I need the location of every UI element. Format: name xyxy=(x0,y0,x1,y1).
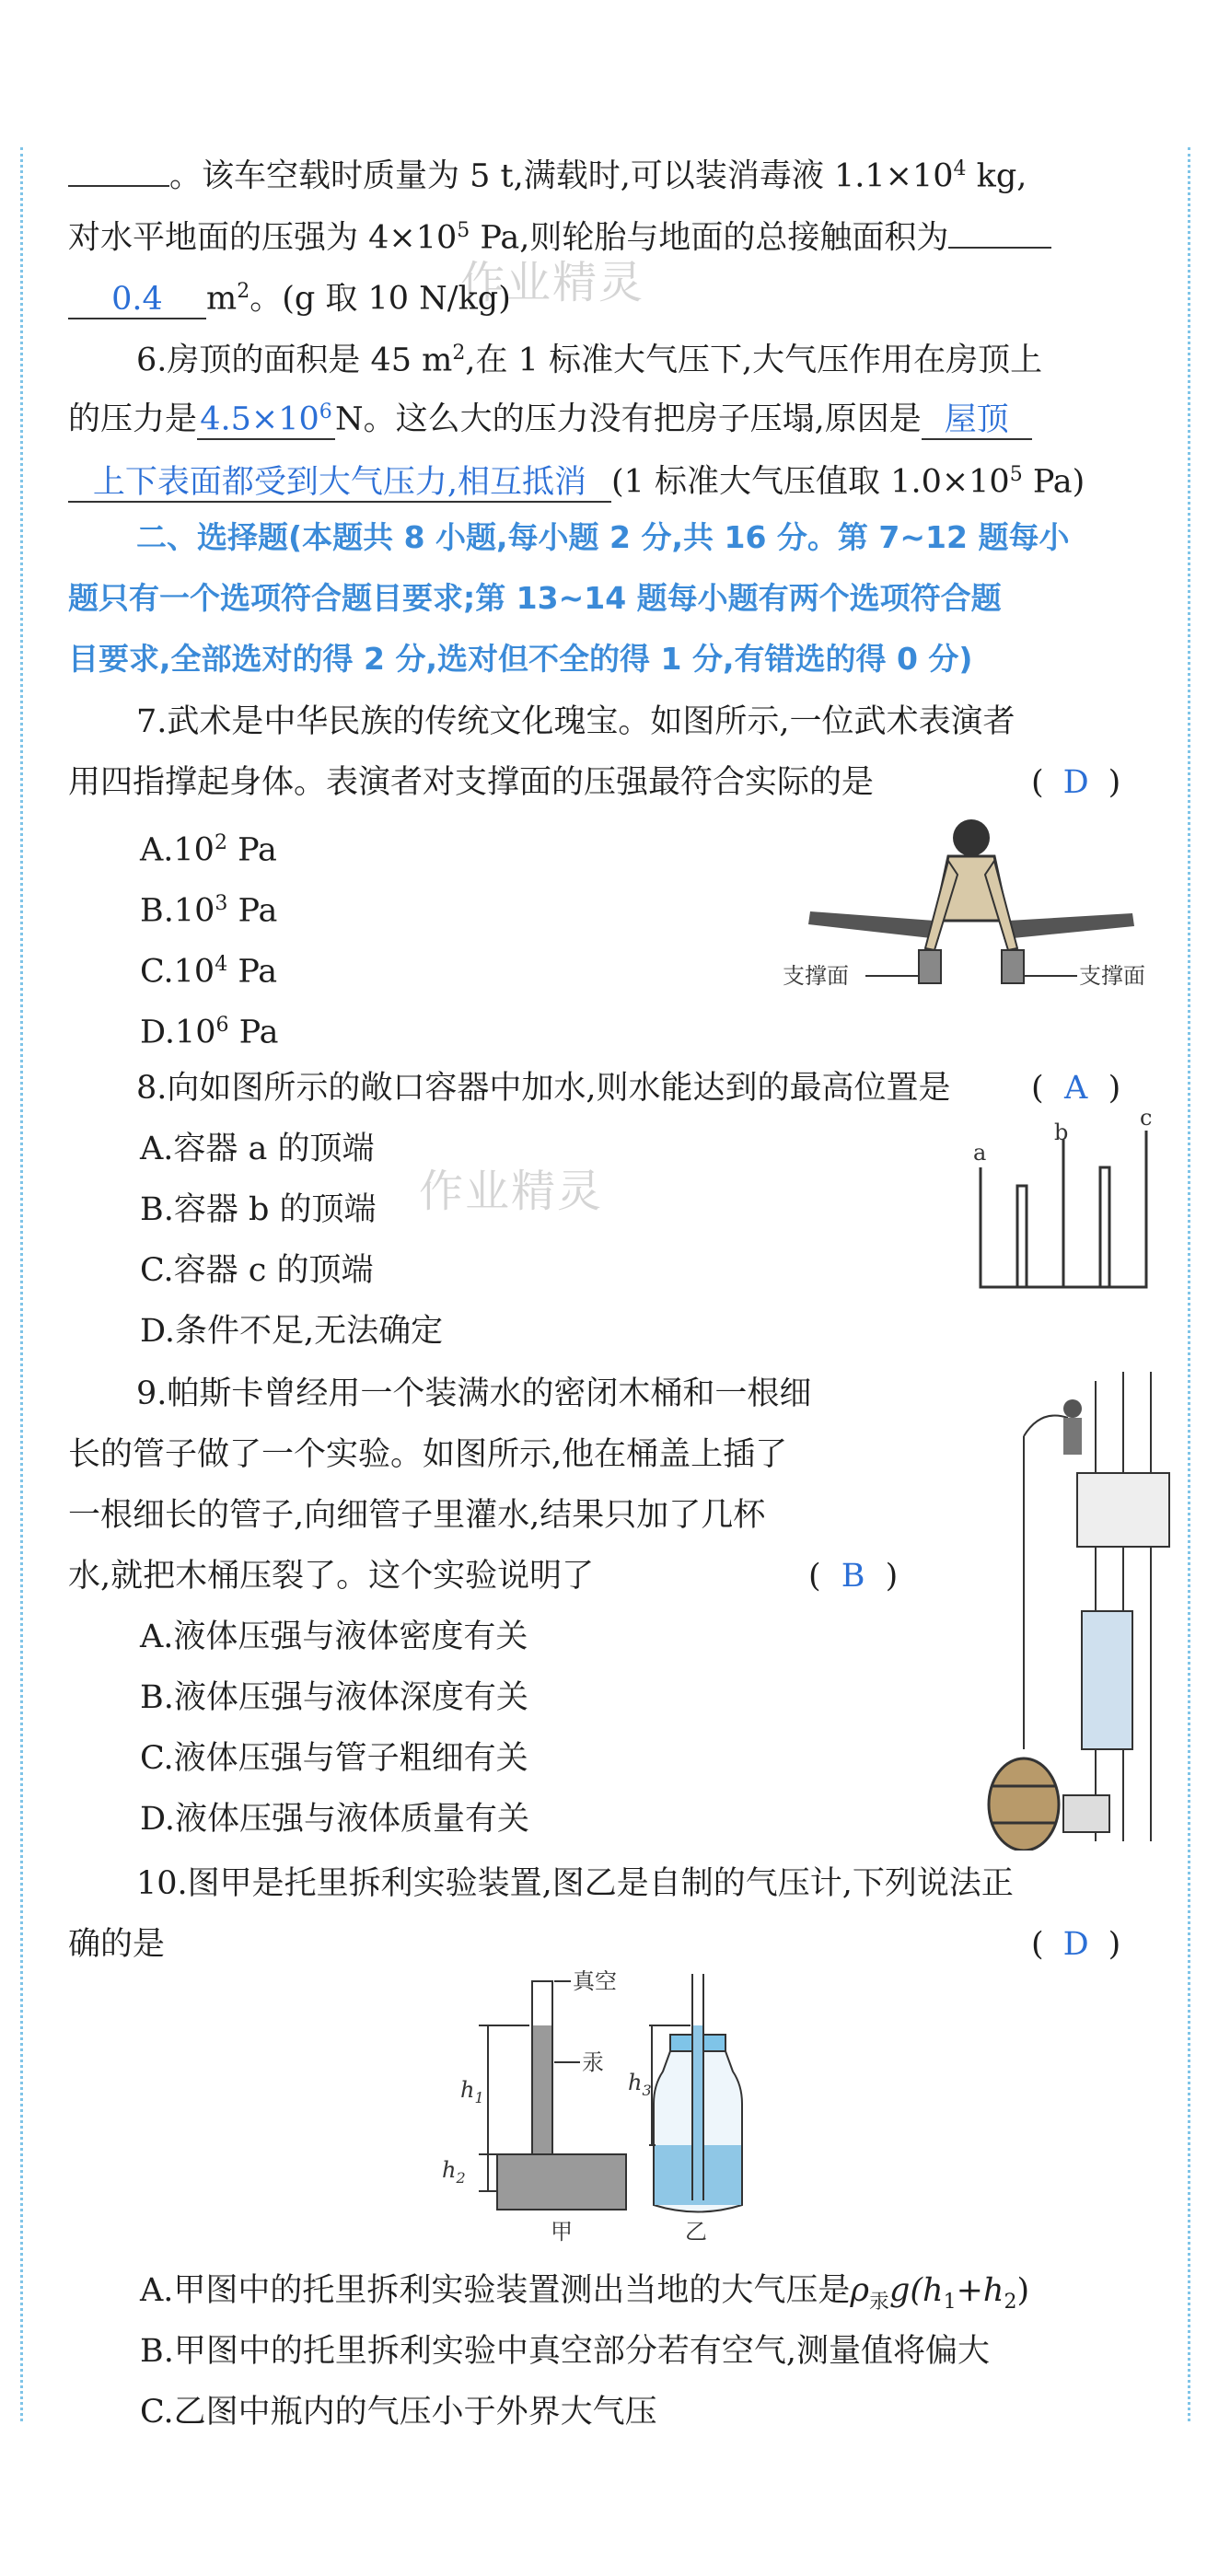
vacuum-label: 真空 xyxy=(573,1970,617,1994)
section2-line3: 目要求,全部选对的得 2 分,选对但不全的得 1 分,有错选的得 0 分) xyxy=(68,641,973,677)
q7-line2: 用四指撑起身体。表演者对支撑面的压强最符合实际的是 xyxy=(68,764,875,801)
q9-line2: 长的管子做了一个实验。如图所示,他在桶盖上插了 xyxy=(68,1436,788,1473)
q7-answer: D xyxy=(1062,764,1089,801)
mercury-label: 汞 xyxy=(582,2049,604,2075)
watermark: 作业精灵 xyxy=(419,1166,604,1217)
q8-option-b: B.容器 b 的顶端 xyxy=(140,1191,377,1228)
q10-torricelli-figure xyxy=(424,1970,829,2246)
figure-yi-label: 乙 xyxy=(685,2219,707,2245)
q7-line1: 7.武术是中华民族的传统文化瑰宝。如图所示,一位武术表演者 xyxy=(136,703,1016,740)
q6-answer1: $4.5\times 10^6$ xyxy=(197,394,335,440)
q7-option-b: $B.10^3$ Pa xyxy=(140,892,278,930)
h3-label: $h_3$ xyxy=(628,2070,652,2099)
q10-answer-bracket: ( D ) xyxy=(1031,1926,1121,1963)
watermark: 作业精灵 xyxy=(460,257,645,308)
q9-pascal-barrel-figure xyxy=(967,1372,1178,1851)
h1-label: $h_1$ xyxy=(460,2077,484,2106)
q7-option-a: $A.10^2$ Pa xyxy=(140,831,277,869)
q10-line1: 10.图甲是托里拆利实验装置,图乙是自制的气压计,下列说法正 xyxy=(136,1865,1014,1902)
section2-line2: 题只有一个选项符合题目要求;第 13~14 题每小题有两个选项符合题 xyxy=(68,580,1002,616)
q8-answer-bracket: ( A ) xyxy=(1031,1070,1121,1107)
q9-option-d: D.液体压强与液体质量有关 xyxy=(140,1801,529,1838)
q10-line2: 确的是 xyxy=(68,1926,166,1963)
container-a-label: a xyxy=(973,1140,987,1166)
q9-answer: B xyxy=(841,1558,865,1595)
q9-line3: 一根细长的管子,向细管子里灌水,结果只加了几杯 xyxy=(68,1497,766,1534)
q9-option-a: A.液体压强与液体密度有关 xyxy=(140,1619,528,1655)
q8-option-a: A.容器 a 的顶端 xyxy=(140,1131,375,1167)
q10-option-a: A.甲图中的托里拆利实验装置测出当地的大气压是$\rho_汞g(h_1+h_2)$ xyxy=(140,2272,1030,2314)
q5-line2: 对水平地面的压强为 $4\times 10^5$ Pa,则轮胎与地面的总接触面积为 xyxy=(68,211,1051,259)
q8-container-figure xyxy=(962,1112,1155,1296)
q9-line4: 水,就把木桶压裂了。这个实验说明了 xyxy=(68,1558,595,1595)
page-border-right xyxy=(1188,147,1190,2421)
q5-answer: 0.4 xyxy=(68,281,206,319)
support-surface-label-right: 支撑面 xyxy=(1079,963,1145,989)
q9-option-c: C.液体压强与管子粗细有关 xyxy=(140,1740,528,1777)
q9-answer-bracket: ( B ) xyxy=(808,1558,899,1595)
h2-label: $h_2$ xyxy=(442,2157,466,2187)
page-border-left xyxy=(20,147,23,2421)
q8-answer: A xyxy=(1064,1070,1088,1107)
head xyxy=(953,819,990,856)
section2-line1: 二、选择题(本题共 8 小题,每小题 2 分,共 16 分。第 7~12 题每小 xyxy=(136,519,1070,555)
container-c-label: c xyxy=(1140,1112,1153,1131)
q7-martial-artist-figure xyxy=(783,810,1160,1013)
support-surface-label-left: 支撑面 xyxy=(783,963,849,989)
container-b-label: b xyxy=(1054,1120,1069,1145)
q8-stem: 8.向如图所示的敞口容器中加水,则水能达到的最高位置是 xyxy=(136,1070,951,1107)
q5-line1: 。该车空载时质量为 5 t,满载时,可以装消毒液 $1.1\times 10^4$ kg, xyxy=(68,149,1027,197)
q10-option-c: C.乙图中瓶内的气压小于外界大气压 xyxy=(140,2394,657,2431)
q7-option-d: $D.10^6$ Pa xyxy=(140,1014,279,1051)
q6-answer2a: 屋顶 xyxy=(922,401,1032,440)
q10-option-b: B.甲图中的托里拆利实验中真空部分若有空气,测量值将偏大 xyxy=(140,2333,990,2370)
q8-option-c: C.容器 c 的顶端 xyxy=(140,1252,374,1289)
q6-line3: 上下表面都受到大气压力,相互抵消 (1 标准大气压值取 $1.0\times 10^5$ Pa) xyxy=(68,455,1085,503)
q5-blank-empty xyxy=(68,185,169,187)
q6-line1: 6.房顶的面积是 45 $m^2$,在 1 标准大气压下,大气压作用在房顶上 xyxy=(136,342,1043,379)
q7-answer-bracket: ( D ) xyxy=(1031,764,1121,801)
q10-answer: D xyxy=(1062,1926,1089,1963)
q5-line3: 0.4 $m^2$。(g 取 10 N/kg) xyxy=(68,272,511,319)
q6-answer2b: 上下表面都受到大气压力,相互抵消 xyxy=(68,464,611,503)
q9-option-b: B.液体压强与液体深度有关 xyxy=(140,1679,528,1716)
q6-line2: 的压力是$4.5\times 10^6N$。这么大的压力没有把房子压塌,原因是 屋顶 xyxy=(68,394,1032,440)
q9-line1: 9.帕斯卡曾经用一个装满水的密闭木桶和一根细 xyxy=(136,1375,812,1412)
q8-option-d: D.条件不足,无法确定 xyxy=(140,1313,444,1350)
q7-option-c: $C.10^4$ Pa xyxy=(140,953,278,991)
figure-jia-label: 甲 xyxy=(551,2219,573,2245)
